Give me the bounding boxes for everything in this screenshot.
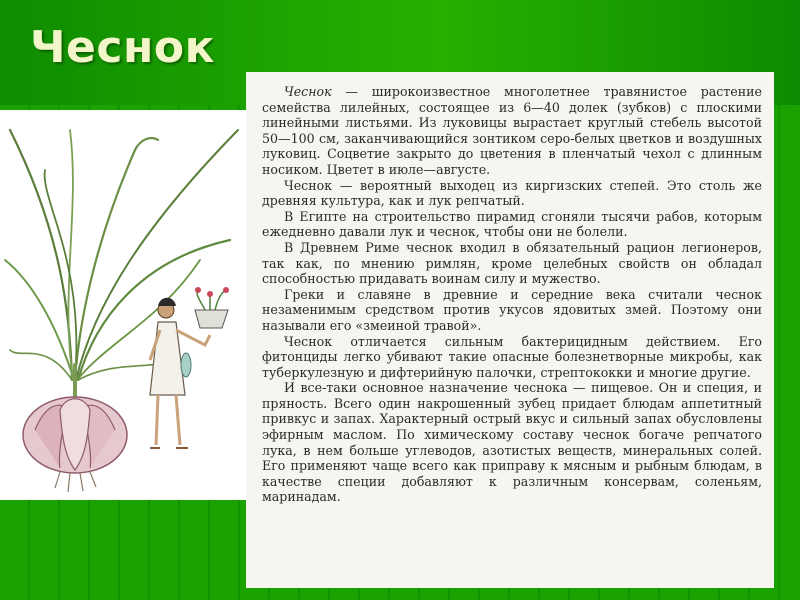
article-paragraph: Чеснок отличается сильным бактерицидным действием. Его фитонциды легко убивают такие опасные болезнетворные микробы, как туберкулезную и дифтерийную палочки, стрептококки и многие другие. — [262, 333, 762, 380]
article-panel — [246, 72, 774, 588]
illustration-panel — [0, 110, 246, 500]
slide-title: Чеснок — [30, 22, 215, 73]
garlic-illustration — [0, 110, 246, 500]
article-term: Чеснок — [284, 84, 332, 99]
article-paragraph: В Египте на строительство пирамид сгоняли тысячи рабов, которым ежедневно давали лук и чеснок, чтобы они не болели. — [262, 208, 762, 240]
article-paragraph: Чеснок — вероятный выходец из киргизских степей. Это столь же древняя культура, как и лук репчатый. — [262, 177, 762, 209]
article-paragraph: И все-таки основное назначение чеснока — пищевое. Он и специя, и пряность. Всего один накрошенный зубец придает блюдам аппетитный привкус и запах. Характерный острый вкус и сильный запах обусловлены эфирным маслом. По химическому составу чеснок богаче репчатого лука, в нем больше углеводов, азотистых веществ, минеральных солей. Его применяют чаще всего как приправу к мясным и рыбным блюдам, в качестве специи добавляют к различным консервам, соленьям, маринадам. — [262, 380, 762, 505]
article-paragraph-intro — [262, 84, 762, 178]
article-intro-text: — широкоизвестное многолетнее травянистое растение семейства лилейных, состоящее из 6—40 долек (зубков) с плоскими линейными листьями. Из луковицы вырастает круглый стебель высотой 50—100 см, заканчивающийся зонтиком серо-белых цветков и воздушных луковиц. Соцветие закрыто до цветения в пленчатый чехол с длинным носиком. Цветет в июле—августе. — [262, 84, 762, 177]
garlic-plant-icon — [5, 130, 238, 410]
article-paragraph: В Древнем Риме чеснок входил в обязательный рацион легионеров, так как, по мнению римлян, кроме целебных свойств он обладал способностью придавать воинам силу и мужество. — [262, 239, 762, 287]
garlic-bulb-icon — [23, 397, 127, 492]
egyptian-figure-icon — [150, 287, 229, 448]
article-paragraph: Греки и славяне в древние и середние века считали чеснок незаменимым средством против укусов ядовитых змей. Поэтому они называли его «змеиной травой». — [262, 286, 762, 333]
